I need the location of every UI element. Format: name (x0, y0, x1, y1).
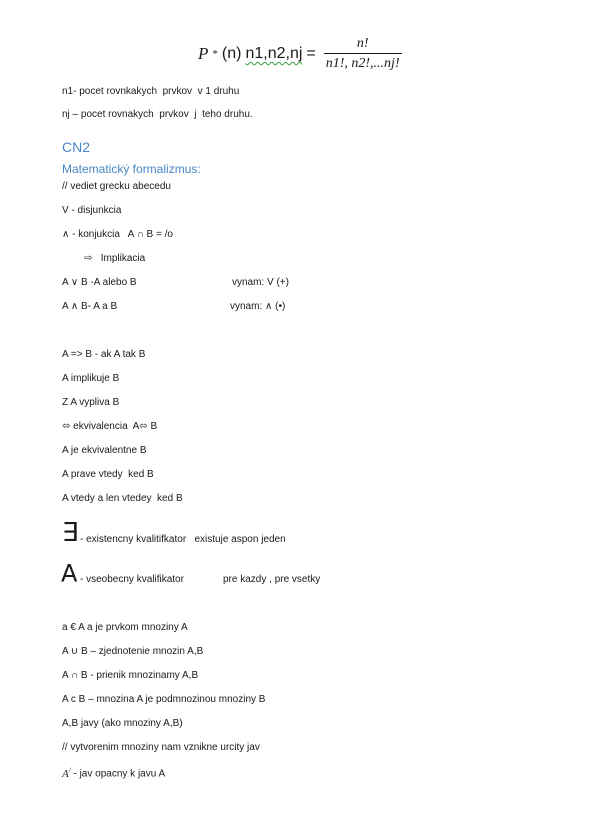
line-opacny-text: - jav opacny k javu A (70, 768, 166, 780)
line-vtedy-a-len: A vtedy a len vtedey ked B (62, 493, 183, 504)
line-opacny-jav (62, 764, 165, 781)
formula-fraction (324, 36, 402, 72)
formula-superscript: * (212, 48, 218, 60)
line-prienik: A ∩ B - prienik mnozinamy A,B (62, 670, 199, 681)
a-prime-superscript: / (68, 766, 71, 774)
line-ekvivalentne: A je ekvivalentne B (62, 445, 147, 456)
forall-symbol: ∀ (61, 558, 78, 586)
line-javy: A,B javy (ako mnoziny A,B) (62, 718, 183, 729)
formula-denominator: n1!, n2!,...nj! (325, 56, 400, 71)
probability-formula (198, 36, 402, 72)
line-existencny: - existencny kvalitifkator existuje aspon jeden (80, 534, 286, 545)
heading-cn2: CN2 (62, 139, 91, 155)
line-prave-vtedy: A prave vtedy ked B (62, 469, 154, 480)
heading-formalizmus: Matematický formalizmus: (62, 162, 201, 176)
formula-subscript: n1,n2,nj (245, 45, 303, 62)
line-or-meaning: vynam: V (+) (232, 277, 289, 288)
line-and-meaning: vynam: ∧ (•) (230, 301, 286, 312)
formula-numerator: n! (356, 36, 369, 51)
formula-equals: = (306, 45, 316, 62)
line-vseobecny: - vseobecny kvalifikator (80, 574, 184, 585)
line-zjednotenie: A ∪ B – zjednotenie mnozin A,B (62, 646, 204, 657)
def-nj: nj – pocet rovnakych prvkov j teho druhu. (62, 109, 253, 120)
line-ekvivalencia: ⬄ ekvivalencia A⬄ B (62, 421, 158, 432)
line-vseobecny-meaning: pre kazdy , pre vsetky (223, 574, 321, 585)
line-or: A ∨ B -A alebo B (62, 277, 137, 288)
line-konjukcia: ∧ - konjukcia A ∩ B = /o (62, 229, 173, 240)
line-disjunkcia: V - disjunkcia (62, 205, 122, 216)
line-vypliva: Z A vypliva B (62, 397, 120, 408)
line-podmnozina: A c B – mnozina A je podmnozinou mnoziny B (62, 694, 266, 705)
line-prvok: a € A a je prvkom mnoziny A (62, 622, 188, 633)
line-implikuje: A implikuje B (62, 373, 120, 384)
comment-line: // vediet grecku abecedu (62, 181, 171, 192)
a-prime-base: A (62, 767, 69, 780)
comment-line-2: // vytvorenim mnoziny nam vznikne urcity jav (62, 742, 260, 753)
def-n1: n1- pocet rovnkakych prvkov v 1 druhu (62, 86, 240, 97)
a-prime-symbol (62, 768, 71, 780)
line-and: A ∧ B- A a B (62, 301, 118, 312)
formula-symbol-p: P (198, 44, 209, 63)
exists-symbol: ∃ (62, 518, 79, 548)
formula-arg: (n) (221, 45, 242, 62)
line-implies: A => B - ak A tak B (62, 349, 146, 360)
line-implikacia: ⇨ Implikacia (84, 253, 146, 264)
